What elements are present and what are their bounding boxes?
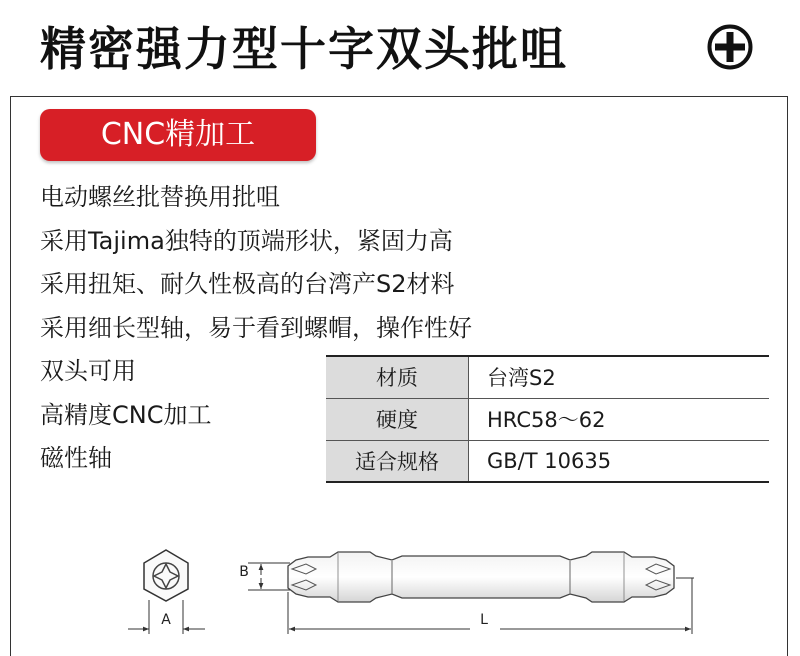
dim-label-a: A [161, 612, 171, 628]
bit-side-view [288, 552, 674, 602]
feature-item: 采用细长型轴，易于看到螺帽，操作性好 [40, 313, 472, 342]
dim-label-l: L [480, 612, 488, 628]
feature-item: 双头可用 [40, 357, 136, 385]
cnc-badge: CNC精加工 [40, 109, 316, 161]
spec-value: HRC58～62 [469, 398, 770, 440]
spec-value: 台湾S2 [469, 356, 770, 398]
page-title: 精密强力型十字双头批咀 [40, 22, 568, 76]
spec-label: 硬度 [326, 398, 469, 440]
feature-item: 磁性轴 [40, 444, 112, 472]
spec-value: GB/T 10635 [469, 440, 770, 482]
spec-label: 适合规格 [326, 440, 469, 482]
feature-item: 采用Tajima独特的顶端形状，紧固力高 [40, 226, 453, 255]
feature-item: 高精度CNC加工 [40, 400, 212, 429]
feature-item: 电动螺丝批替换用批咀 [40, 183, 280, 211]
spec-label: 材质 [326, 356, 469, 398]
feature-item: 采用扭矩、耐久性极高的台湾产S2材料 [40, 270, 455, 298]
dim-label-b: B [239, 564, 249, 580]
